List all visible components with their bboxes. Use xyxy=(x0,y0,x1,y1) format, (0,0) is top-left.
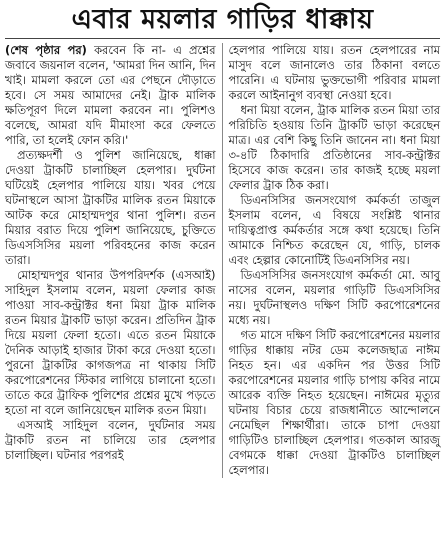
paragraph-4: এসআই সাহিদুল বলেন, দুর্ঘটনার সময় ট্রাকটি রতন না চালিয়ে তার হেলপার চালাচ্ছিল। ঘটনার পরপরই xyxy=(5,418,216,462)
paragraph-1 xyxy=(5,43,216,148)
paragraph-6: ধনা মিয়া বলেন, ট্রাক মালিক রতন মিয়া তার পরিচিতি হওয়ায় তিনি ট্রাকটি ভাড়া করেছেন মাত্র। এর বেশি কিছু তিনি জানেন না। ধনা মিয়া ৩-৪টি ঠিকাদারি প্রতিষ্ঠানের সাব-কন্ট্রাক্টর হিসেবে কাজ করেন। তার কাজই হচ্ছে ময়লা ফেলার ট্রাক ঠিক করা। xyxy=(228,103,440,192)
paragraph-1-text: করবেন কি না- এ প্রশ্নের জবাবে জয়নাল বলেন, 'আমরা দিন আনি, দিন খাই। মামলা করলে তো এর পেছনে দৌড়াতে হবে। সে সময় আমাদের নেই। ট্রাক মালিক ক্ষতিপূরণ দিলে মামলা করবেন না। পুলিশও বলেছে, আমরা যদি মীমাংসা করে ফেলতে পারি, তা হলেই ফোন করি।' xyxy=(5,43,216,147)
paragraph-9: গত মাসে দক্ষিণ সিটি করপোরেশনের ময়লার গাড়ির ধাক্কায় নটর ডেম কলেজছাত্র নাঈম নিহত হন। এর একদিন পর উত্তর সিটি করপোরেশনের ময়লার গাড়ি চাপায় কবির নামে আরেক ব্যক্তি নিহত হয়েছেন। নাঈমের মৃত্যুর ঘটনায় বিচার চেয়ে রাজধানীতে আন্দোলনে নেমেছিল শিক্ষার্থীরা। তাকে চাপা দেওয়া গাড়িটিও চালাচ্ছিল হেলপার। গতকাল আরজু বেগমকে ধাক্কা দেওয়া ট্রাকটিও চালাচ্ছিল হেলপার। xyxy=(228,328,440,477)
continuation-label: (শেষ পৃষ্ঠার পর) xyxy=(5,43,87,57)
headline: এবার ময়লার গাড়ির ধাক্কায় xyxy=(5,4,440,39)
paragraph-3: মোহাম্মদপুর থানার উপপরিদর্শক (এসআই) সাহিদুল ইসলাম বলেন, ময়লা ফেলার কাজ পাওয়া সাব-কন্ট্রাক্টর ধনা মিয়া ট্রাক মালিক রতন মিয়ার ট্রাকটি ভাড়া করেন। প্রতিদিন ট্রাক দিয়ে ময়লা ফেলা হতো। এতে রতন মিয়াকে দৈনিক আড়াই হাজার টাকা করে দেওয়া হতো। পুরনো ট্রাকটির কাগজপত্র না থাকায় সিটি করপোরেশনের স্টিকার লাগিয়ে চালানো হতো। তাতে করে ট্রাফিক পুলিশের প্রশ্নের মুখে পড়তে হতো না বলে জানিয়েছেন মালিক রতন মিয়া। xyxy=(5,268,216,417)
article-body xyxy=(5,43,440,478)
paragraph-7: ডিএনসিসির জনসংযোগ কর্মকর্তা তাজুল ইসলাম বলেন, এ বিষয়ে সংশ্লিষ্ট থানার দায়িত্বপ্রাপ্ত কর্মকর্তার সঙ্গে কথা হয়েছে। তিনি আমাকে নিশ্চিত করেছেন যে, গাড়ি, চালক এবং হেল্পার কোনোটিই ডিএনসিসির নয়। xyxy=(228,193,440,267)
paragraph-8: ডিএসসিসির জনসংযোগ কর্মকর্তা মো. আবু নাসের বলেন, ময়লার গাড়িটি ডিএসসিসির নয়। দুর্ঘটনাস্থলও দক্ষিণ সিটি করপোরেশনের মধ্যে নয়। xyxy=(228,268,440,327)
paragraph-2: প্রত্যক্ষদর্শী ও পুলিশ জানিয়েছে, ধাক্কা দেওয়া ট্রাকটি চালাচ্ছিল হেলপার। দুর্ঘটনা ঘটিয়েই হেলপার পালিয়ে যায়। খবর পেয়ে ঘটনাস্থলে আসা ট্রাকটির মালিক রতন মিয়াকে আটক করে মোহাম্মদপুর থানা পুলিশ। রতন মিয়ার বরাত দিয়ে পুলিশ জানিয়েছে, চুক্তিতে ডিএসসিসির ময়লা পরিবহনের কাজ করেন তারা। xyxy=(5,148,216,267)
left-column xyxy=(5,43,223,478)
right-column xyxy=(223,43,441,478)
paragraph-5: হেলপার পালিয়ে যায়। রতন হেলপারের নাম মাসুদ বলে জানালেও তার ঠিকানা বলতে পারেনি। এ ঘটনায় ভুক্তভোগী পরিবার মামলা করলে আইনানুগ ব্যবস্থা নেওয়া হবে। xyxy=(228,43,440,102)
